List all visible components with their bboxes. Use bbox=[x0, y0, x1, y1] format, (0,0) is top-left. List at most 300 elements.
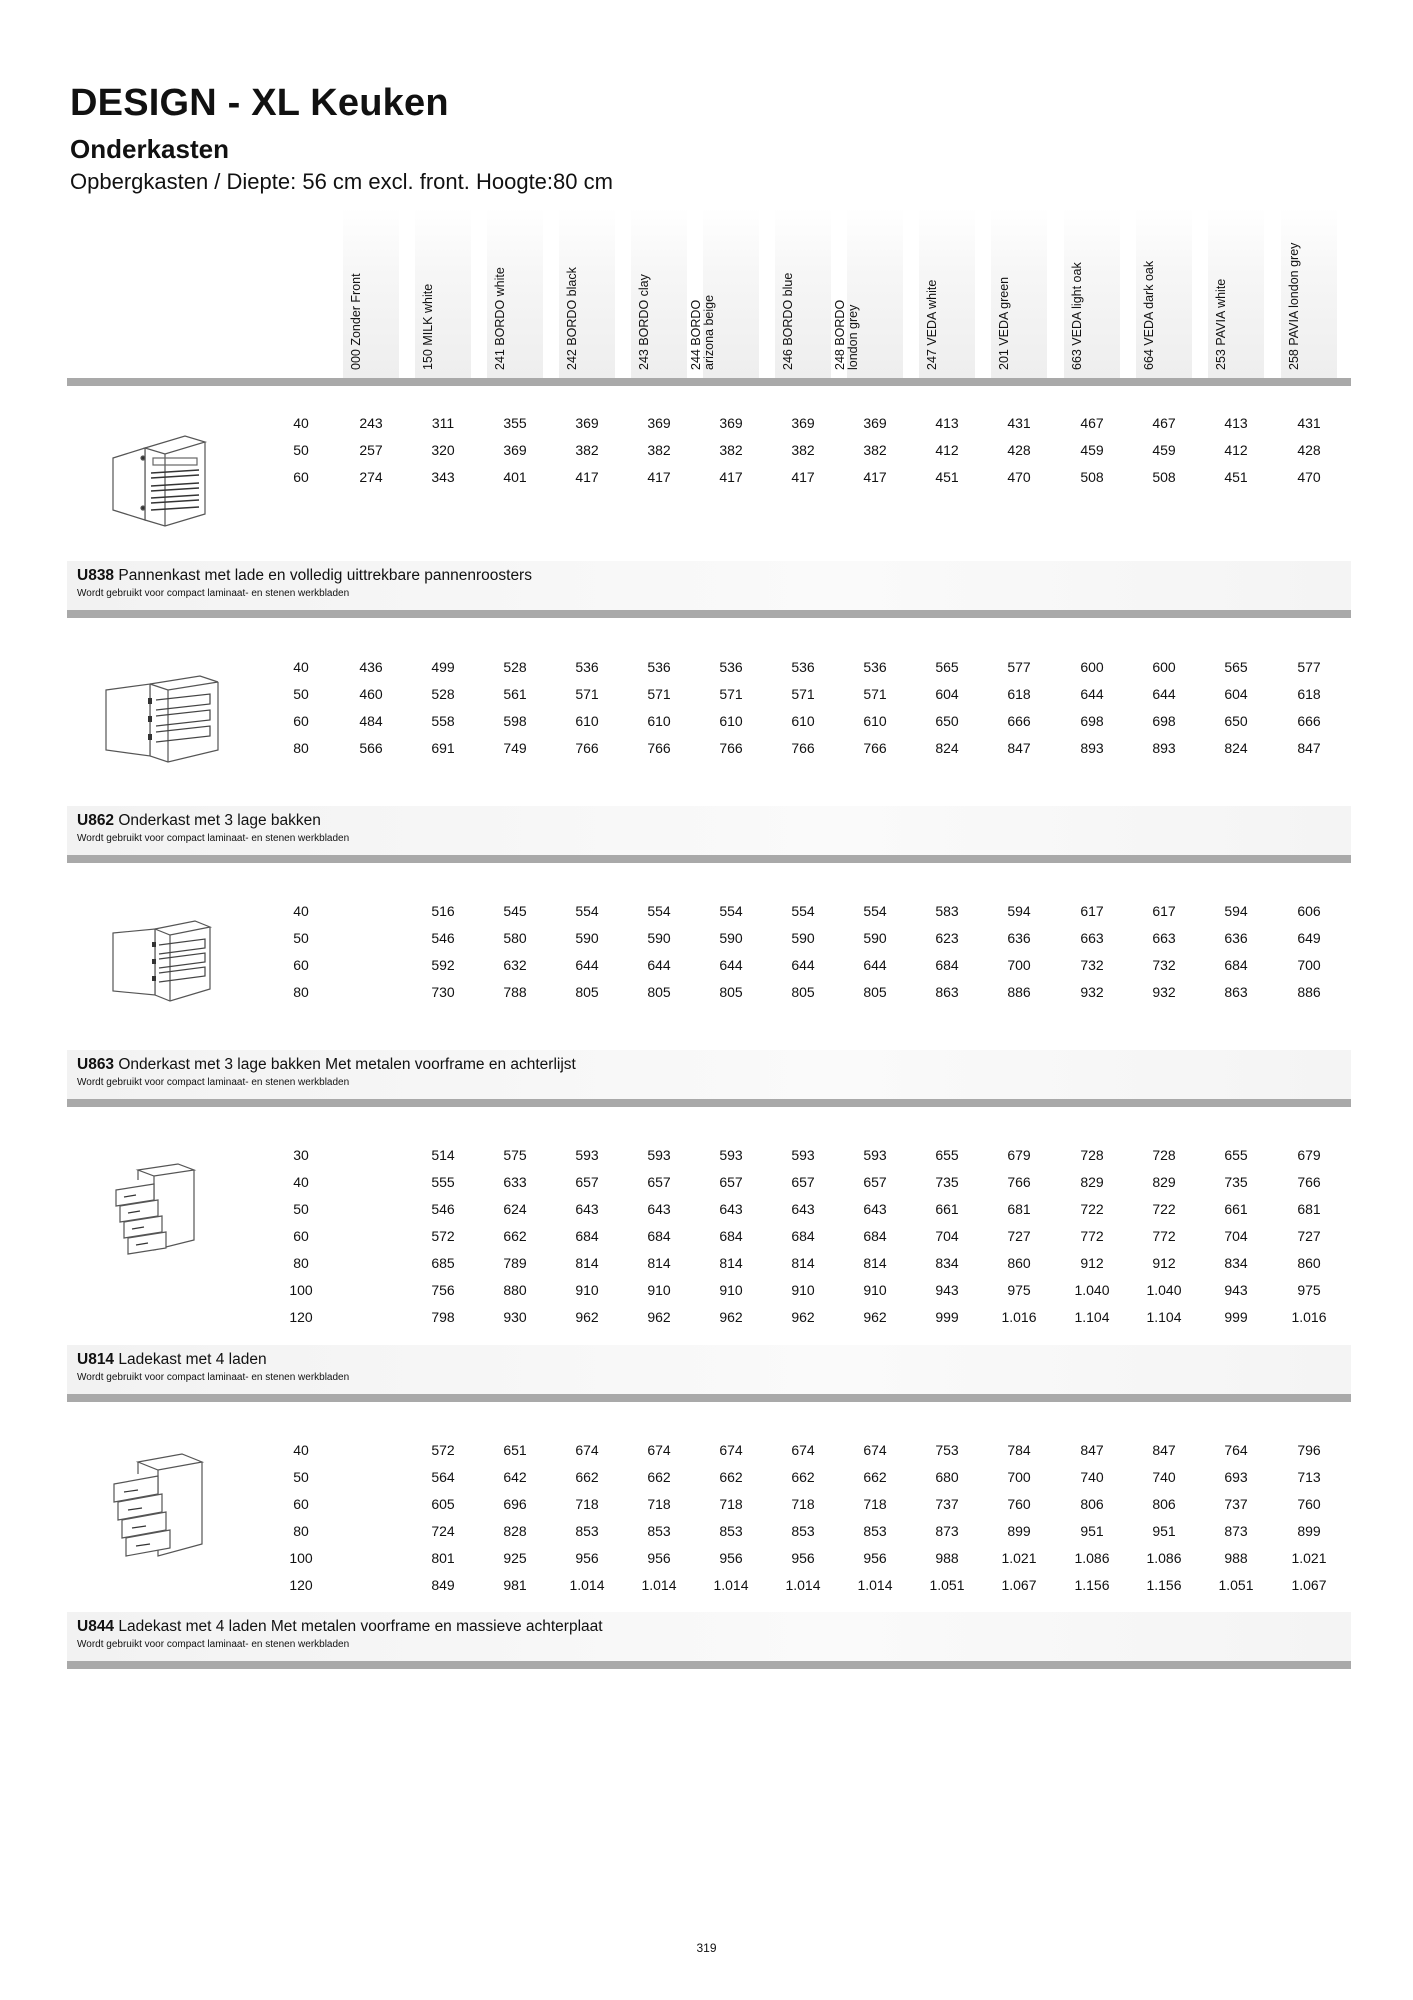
price-cell: 932 bbox=[1080, 984, 1104, 1000]
column-header-label: 663 VEDA light oak bbox=[1070, 262, 1084, 370]
price-cell: 674 bbox=[863, 1442, 887, 1458]
price-cell: 508 bbox=[1080, 469, 1104, 485]
price-cell: 732 bbox=[1152, 957, 1176, 973]
price-cell: 431 bbox=[1007, 415, 1031, 431]
product-name bbox=[77, 1618, 603, 1636]
width-cell: 120 bbox=[289, 1577, 313, 1593]
product-code: U862 bbox=[77, 812, 115, 829]
price-cell: 772 bbox=[1080, 1228, 1104, 1244]
column-header-label: 241 BORDO white bbox=[493, 267, 507, 370]
column-header-label: 247 VEDA white bbox=[925, 279, 939, 370]
price-cell: 1.040 bbox=[1074, 1282, 1110, 1298]
price-cell: 580 bbox=[503, 930, 527, 946]
price-cell: 684 bbox=[791, 1228, 815, 1244]
column-header-label: 258 PAVIA london grey bbox=[1287, 242, 1301, 370]
width-cell: 50 bbox=[293, 930, 309, 946]
price-cell: 680 bbox=[935, 1469, 959, 1485]
price-cell: 834 bbox=[935, 1255, 959, 1271]
price-cell: 508 bbox=[1152, 469, 1176, 485]
price-cell: 417 bbox=[719, 469, 743, 485]
price-cell: 499 bbox=[431, 659, 455, 675]
price-cell: 766 bbox=[1007, 1174, 1031, 1190]
price-cell: 728 bbox=[1080, 1147, 1104, 1163]
price-cell: 684 bbox=[647, 1228, 671, 1244]
price-cell: 863 bbox=[935, 984, 959, 1000]
price-cell: 674 bbox=[647, 1442, 671, 1458]
price-cell: 724 bbox=[431, 1523, 455, 1539]
price-cell: 801 bbox=[431, 1550, 455, 1566]
price-cell: 1.021 bbox=[1001, 1550, 1037, 1566]
width-cell: 50 bbox=[293, 1201, 309, 1217]
price-cell: 657 bbox=[719, 1174, 743, 1190]
table-row bbox=[0, 1491, 1413, 1518]
section-rule bbox=[67, 610, 1351, 618]
price-cell: 824 bbox=[935, 740, 959, 756]
price-cell: 663 bbox=[1152, 930, 1176, 946]
price-cell: 766 bbox=[647, 740, 671, 756]
price-cell: 643 bbox=[647, 1201, 671, 1217]
width-cell: 100 bbox=[289, 1550, 313, 1566]
price-cell: 401 bbox=[503, 469, 527, 485]
price-cell: 451 bbox=[935, 469, 959, 485]
price-cell: 999 bbox=[1224, 1309, 1248, 1325]
product-description: Ladekast met 4 laden bbox=[118, 1351, 267, 1368]
price-cell: 564 bbox=[431, 1469, 455, 1485]
price-cell: 636 bbox=[1224, 930, 1248, 946]
price-cell: 806 bbox=[1152, 1496, 1176, 1512]
product-label bbox=[67, 806, 1351, 856]
price-cell: 632 bbox=[503, 957, 527, 973]
price-cell: 700 bbox=[1007, 957, 1031, 973]
column-header bbox=[1208, 208, 1264, 378]
price-cell: 536 bbox=[647, 659, 671, 675]
column-header-label: 000 Zonder Front bbox=[349, 273, 363, 370]
price-cell: 691 bbox=[431, 740, 455, 756]
page-number: 319 bbox=[696, 1941, 717, 1955]
price-cell: 829 bbox=[1080, 1174, 1104, 1190]
price-cell: 644 bbox=[575, 957, 599, 973]
price-cell: 956 bbox=[863, 1550, 887, 1566]
width-cell: 80 bbox=[293, 984, 309, 1000]
price-cell: 545 bbox=[503, 903, 527, 919]
price-cell: 571 bbox=[719, 686, 743, 702]
column-headers bbox=[0, 208, 1413, 378]
price-cell: 554 bbox=[791, 903, 815, 919]
price-cell: 893 bbox=[1152, 740, 1176, 756]
price-cell: 962 bbox=[575, 1309, 599, 1325]
price-cell: 382 bbox=[719, 442, 743, 458]
price-cell: 943 bbox=[935, 1282, 959, 1298]
price-cell: 655 bbox=[935, 1147, 959, 1163]
price-cell: 643 bbox=[791, 1201, 815, 1217]
price-cell: 1.051 bbox=[1218, 1577, 1254, 1593]
width-cell: 30 bbox=[293, 1147, 309, 1163]
price-cell: 796 bbox=[1297, 1442, 1321, 1458]
price-cell: 962 bbox=[719, 1309, 743, 1325]
price-cell: 930 bbox=[503, 1309, 527, 1325]
price-cell: 467 bbox=[1080, 415, 1104, 431]
width-cell: 80 bbox=[293, 1523, 309, 1539]
width-cell: 40 bbox=[293, 1442, 309, 1458]
width-cell: 120 bbox=[289, 1309, 313, 1325]
price-cell: 805 bbox=[647, 984, 671, 1000]
price-cell: 829 bbox=[1152, 1174, 1176, 1190]
price-cell: 644 bbox=[791, 957, 815, 973]
price-cell: 657 bbox=[863, 1174, 887, 1190]
price-cell: 1.067 bbox=[1291, 1577, 1327, 1593]
price-cell: 257 bbox=[359, 442, 383, 458]
price-cell: 740 bbox=[1080, 1469, 1104, 1485]
price-cell: 617 bbox=[1152, 903, 1176, 919]
price-cell: 847 bbox=[1297, 740, 1321, 756]
price-cell: 592 bbox=[431, 957, 455, 973]
price-cell: 618 bbox=[1007, 686, 1031, 702]
price-cell: 369 bbox=[575, 415, 599, 431]
price-cell: 575 bbox=[503, 1147, 527, 1163]
product-code: U844 bbox=[77, 1618, 115, 1635]
price-cell: 643 bbox=[863, 1201, 887, 1217]
price-cell: 572 bbox=[431, 1442, 455, 1458]
price-cell: 470 bbox=[1007, 469, 1031, 485]
price-cell: 459 bbox=[1080, 442, 1104, 458]
price-cell: 428 bbox=[1007, 442, 1031, 458]
price-cell: 644 bbox=[1152, 686, 1176, 702]
price-cell: 274 bbox=[359, 469, 383, 485]
price-cell: 633 bbox=[503, 1174, 527, 1190]
price-cell: 610 bbox=[647, 713, 671, 729]
price-cell: 849 bbox=[431, 1577, 455, 1593]
column-header-label: 253 PAVIA white bbox=[1214, 278, 1228, 370]
price-cell: 760 bbox=[1297, 1496, 1321, 1512]
price-cell: 662 bbox=[791, 1469, 815, 1485]
product-label bbox=[67, 561, 1351, 611]
price-cell: 617 bbox=[1080, 903, 1104, 919]
price-cell: 1.040 bbox=[1146, 1282, 1182, 1298]
price-cell: 598 bbox=[503, 713, 527, 729]
product-name bbox=[77, 1056, 576, 1074]
price-cell: 369 bbox=[863, 415, 887, 431]
price-cell: 1.014 bbox=[857, 1577, 893, 1593]
price-cell: 243 bbox=[359, 415, 383, 431]
price-cell: 536 bbox=[863, 659, 887, 675]
price-cell: 681 bbox=[1297, 1201, 1321, 1217]
product-note: Wordt gebruikt voor compact laminaat- en stenen werkbladen bbox=[77, 1077, 350, 1088]
column-header bbox=[991, 208, 1047, 378]
product-name bbox=[77, 1351, 267, 1369]
price-cell: 459 bbox=[1152, 442, 1176, 458]
price-cell: 910 bbox=[863, 1282, 887, 1298]
width-cell: 80 bbox=[293, 740, 309, 756]
table-row bbox=[0, 1545, 1413, 1572]
table-row bbox=[0, 1196, 1413, 1223]
price-cell: 893 bbox=[1080, 740, 1104, 756]
price-cell: 643 bbox=[719, 1201, 743, 1217]
column-header bbox=[559, 208, 615, 378]
column-header bbox=[919, 208, 975, 378]
product-note: Wordt gebruikt voor compact laminaat- en stenen werkbladen bbox=[77, 1639, 350, 1650]
column-header bbox=[689, 208, 759, 378]
price-cell: 382 bbox=[575, 442, 599, 458]
price-cell: 912 bbox=[1152, 1255, 1176, 1271]
price-cell: 417 bbox=[791, 469, 815, 485]
price-cell: 722 bbox=[1152, 1201, 1176, 1217]
price-cell: 730 bbox=[431, 984, 455, 1000]
price-cell: 834 bbox=[1224, 1255, 1248, 1271]
price-cell: 536 bbox=[719, 659, 743, 675]
price-cell: 1.104 bbox=[1074, 1309, 1110, 1325]
header-rule bbox=[67, 378, 1351, 386]
price-cell: 593 bbox=[647, 1147, 671, 1163]
price-cell: 577 bbox=[1007, 659, 1031, 675]
price-cell: 880 bbox=[503, 1282, 527, 1298]
price-cell: 657 bbox=[575, 1174, 599, 1190]
section-rule bbox=[67, 1394, 1351, 1402]
price-cell: 798 bbox=[431, 1309, 455, 1325]
price-cell: 554 bbox=[863, 903, 887, 919]
price-cell: 713 bbox=[1297, 1469, 1321, 1485]
price-cell: 951 bbox=[1080, 1523, 1104, 1539]
column-header bbox=[1064, 208, 1120, 378]
product-code: U814 bbox=[77, 1351, 115, 1368]
product-name bbox=[77, 812, 321, 830]
column-header bbox=[631, 208, 687, 378]
price-cell: 1.021 bbox=[1291, 1550, 1327, 1566]
price-cell: 662 bbox=[575, 1469, 599, 1485]
price-cell: 847 bbox=[1152, 1442, 1176, 1458]
price-cell: 417 bbox=[575, 469, 599, 485]
price-cell: 593 bbox=[575, 1147, 599, 1163]
cabinet-illustration-u844 bbox=[108, 1450, 208, 1565]
price-cell: 679 bbox=[1297, 1147, 1321, 1163]
price-cell: 873 bbox=[1224, 1523, 1248, 1539]
price-cell: 899 bbox=[1297, 1523, 1321, 1539]
section-rule bbox=[67, 1099, 1351, 1107]
price-cell: 753 bbox=[935, 1442, 959, 1458]
width-cell: 40 bbox=[293, 903, 309, 919]
price-cell: 727 bbox=[1297, 1228, 1321, 1244]
table-row bbox=[0, 1223, 1413, 1250]
price-cell: 605 bbox=[431, 1496, 455, 1512]
column-header bbox=[343, 208, 399, 378]
column-header-label: 244 BORDO arizona beige bbox=[689, 294, 716, 370]
price-cell: 764 bbox=[1224, 1442, 1248, 1458]
width-cell: 100 bbox=[289, 1282, 313, 1298]
price-cell: 1.051 bbox=[929, 1577, 965, 1593]
price-cell: 355 bbox=[503, 415, 527, 431]
price-cell: 700 bbox=[1297, 957, 1321, 973]
product-code: U863 bbox=[77, 1056, 115, 1073]
price-cell: 962 bbox=[863, 1309, 887, 1325]
price-cell: 698 bbox=[1152, 713, 1176, 729]
price-cell: 428 bbox=[1297, 442, 1321, 458]
width-cell: 50 bbox=[293, 686, 309, 702]
price-cell: 610 bbox=[791, 713, 815, 729]
width-cell: 40 bbox=[293, 659, 309, 675]
price-cell: 760 bbox=[1007, 1496, 1031, 1512]
price-cell: 661 bbox=[1224, 1201, 1248, 1217]
price-cell: 666 bbox=[1007, 713, 1031, 729]
price-cell: 320 bbox=[431, 442, 455, 458]
price-cell: 369 bbox=[647, 415, 671, 431]
price-cell: 910 bbox=[719, 1282, 743, 1298]
price-cell: 604 bbox=[935, 686, 959, 702]
price-cell: 467 bbox=[1152, 415, 1176, 431]
price-cell: 814 bbox=[647, 1255, 671, 1271]
price-cell: 369 bbox=[791, 415, 815, 431]
price-cell: 684 bbox=[863, 1228, 887, 1244]
table-row bbox=[0, 1518, 1413, 1545]
price-cell: 956 bbox=[719, 1550, 743, 1566]
price-cell: 590 bbox=[647, 930, 671, 946]
price-cell: 662 bbox=[503, 1228, 527, 1244]
price-cell: 847 bbox=[1080, 1442, 1104, 1458]
price-cell: 886 bbox=[1297, 984, 1321, 1000]
price-cell: 590 bbox=[719, 930, 743, 946]
price-cell: 666 bbox=[1297, 713, 1321, 729]
width-cell: 60 bbox=[293, 1228, 309, 1244]
price-cell: 698 bbox=[1080, 713, 1104, 729]
price-cell: 451 bbox=[1224, 469, 1248, 485]
price-cell: 975 bbox=[1297, 1282, 1321, 1298]
width-cell: 50 bbox=[293, 1469, 309, 1485]
price-cell: 999 bbox=[935, 1309, 959, 1325]
price-cell: 943 bbox=[1224, 1282, 1248, 1298]
page-title: DESIGN - XL Keuken bbox=[70, 82, 449, 124]
price-cell: 788 bbox=[503, 984, 527, 1000]
price-cell: 988 bbox=[935, 1550, 959, 1566]
price-cell: 951 bbox=[1152, 1523, 1176, 1539]
width-cell: 40 bbox=[293, 415, 309, 431]
price-cell: 684 bbox=[575, 1228, 599, 1244]
price-cell: 962 bbox=[647, 1309, 671, 1325]
cabinet-illustration-u838 bbox=[105, 428, 215, 528]
price-cell: 860 bbox=[1297, 1255, 1321, 1271]
price-cell: 766 bbox=[863, 740, 887, 756]
price-cell: 536 bbox=[575, 659, 599, 675]
price-cell: 766 bbox=[791, 740, 815, 756]
price-cell: 590 bbox=[575, 930, 599, 946]
product-note: Wordt gebruikt voor compact laminaat- en stenen werkbladen bbox=[77, 1372, 350, 1383]
product-label bbox=[67, 1345, 1351, 1395]
price-cell: 528 bbox=[431, 686, 455, 702]
price-cell: 824 bbox=[1224, 740, 1248, 756]
price-cell: 700 bbox=[1007, 1469, 1031, 1485]
price-cell: 932 bbox=[1152, 984, 1176, 1000]
cabinet-illustration-u863 bbox=[105, 915, 215, 1005]
table-row bbox=[0, 1277, 1413, 1304]
price-cell: 1.014 bbox=[569, 1577, 605, 1593]
price-cell: 565 bbox=[1224, 659, 1248, 675]
price-cell: 956 bbox=[791, 1550, 815, 1566]
price-cell: 737 bbox=[935, 1496, 959, 1512]
product-code: U838 bbox=[77, 567, 115, 584]
price-cell: 912 bbox=[1080, 1255, 1104, 1271]
price-cell: 644 bbox=[863, 957, 887, 973]
section-rule bbox=[67, 1661, 1351, 1669]
price-cell: 661 bbox=[935, 1201, 959, 1217]
price-cell: 1.016 bbox=[1291, 1309, 1327, 1325]
price-cell: 561 bbox=[503, 686, 527, 702]
price-cell: 566 bbox=[359, 740, 383, 756]
price-cell: 684 bbox=[935, 957, 959, 973]
product-name bbox=[77, 567, 532, 585]
price-cell: 642 bbox=[503, 1469, 527, 1485]
product-description: Pannenkast met lade en volledig uittrekbare pannenroosters bbox=[118, 567, 532, 584]
column-header bbox=[487, 208, 543, 378]
price-cell: 593 bbox=[791, 1147, 815, 1163]
width-cell: 60 bbox=[293, 1496, 309, 1512]
price-cell: 662 bbox=[647, 1469, 671, 1485]
product-label bbox=[67, 1612, 1351, 1662]
column-header bbox=[775, 208, 831, 378]
price-cell: 814 bbox=[575, 1255, 599, 1271]
table-row bbox=[0, 1250, 1413, 1277]
price-cell: 382 bbox=[791, 442, 815, 458]
price-cell: 766 bbox=[575, 740, 599, 756]
price-cell: 684 bbox=[1224, 957, 1248, 973]
price-cell: 805 bbox=[575, 984, 599, 1000]
price-cell: 644 bbox=[1080, 686, 1104, 702]
price-cell: 674 bbox=[791, 1442, 815, 1458]
price-cell: 546 bbox=[431, 1201, 455, 1217]
price-cell: 814 bbox=[719, 1255, 743, 1271]
price-cell: 412 bbox=[1224, 442, 1248, 458]
price-cell: 766 bbox=[1297, 1174, 1321, 1190]
price-cell: 623 bbox=[935, 930, 959, 946]
price-cell: 413 bbox=[935, 415, 959, 431]
price-cell: 718 bbox=[863, 1496, 887, 1512]
price-cell: 1.016 bbox=[1001, 1309, 1037, 1325]
price-cell: 863 bbox=[1224, 984, 1248, 1000]
product-note: Wordt gebruikt voor compact laminaat- en stenen werkbladen bbox=[77, 833, 350, 844]
price-cell: 554 bbox=[575, 903, 599, 919]
price-cell: 756 bbox=[431, 1282, 455, 1298]
price-cell: 644 bbox=[647, 957, 671, 973]
price-cell: 572 bbox=[431, 1228, 455, 1244]
product-description: Onderkast met 3 lage bakken Met metalen voorframe en achterlijst bbox=[118, 1056, 576, 1073]
price-cell: 413 bbox=[1224, 415, 1248, 431]
page-subtitle: Onderkasten bbox=[70, 134, 229, 164]
price-cell: 784 bbox=[1007, 1442, 1031, 1458]
price-cell: 571 bbox=[791, 686, 815, 702]
price-cell: 988 bbox=[1224, 1550, 1248, 1566]
column-header-label: 664 VEDA dark oak bbox=[1142, 260, 1156, 370]
price-cell: 662 bbox=[719, 1469, 743, 1485]
price-cell: 650 bbox=[1224, 713, 1248, 729]
product-note: Wordt gebruikt voor compact laminaat- en stenen werkbladen bbox=[77, 588, 350, 599]
price-cell: 1.014 bbox=[641, 1577, 677, 1593]
price-cell: 847 bbox=[1007, 740, 1031, 756]
price-cell: 649 bbox=[1297, 930, 1321, 946]
price-cell: 600 bbox=[1152, 659, 1176, 675]
price-cell: 853 bbox=[575, 1523, 599, 1539]
price-cell: 814 bbox=[791, 1255, 815, 1271]
price-cell: 718 bbox=[791, 1496, 815, 1512]
price-cell: 528 bbox=[503, 659, 527, 675]
price-cell: 554 bbox=[647, 903, 671, 919]
table-row bbox=[0, 1169, 1413, 1196]
price-cell: 975 bbox=[1007, 1282, 1031, 1298]
price-cell: 886 bbox=[1007, 984, 1031, 1000]
price-cell: 684 bbox=[719, 1228, 743, 1244]
price-cell: 853 bbox=[647, 1523, 671, 1539]
product-description: Ladekast met 4 laden Met metalen voorframe en massieve achterplaat bbox=[118, 1618, 603, 1635]
price-cell: 655 bbox=[1224, 1147, 1248, 1163]
price-cell: 1.014 bbox=[713, 1577, 749, 1593]
price-cell: 594 bbox=[1224, 903, 1248, 919]
price-cell: 600 bbox=[1080, 659, 1104, 675]
price-cell: 740 bbox=[1152, 1469, 1176, 1485]
